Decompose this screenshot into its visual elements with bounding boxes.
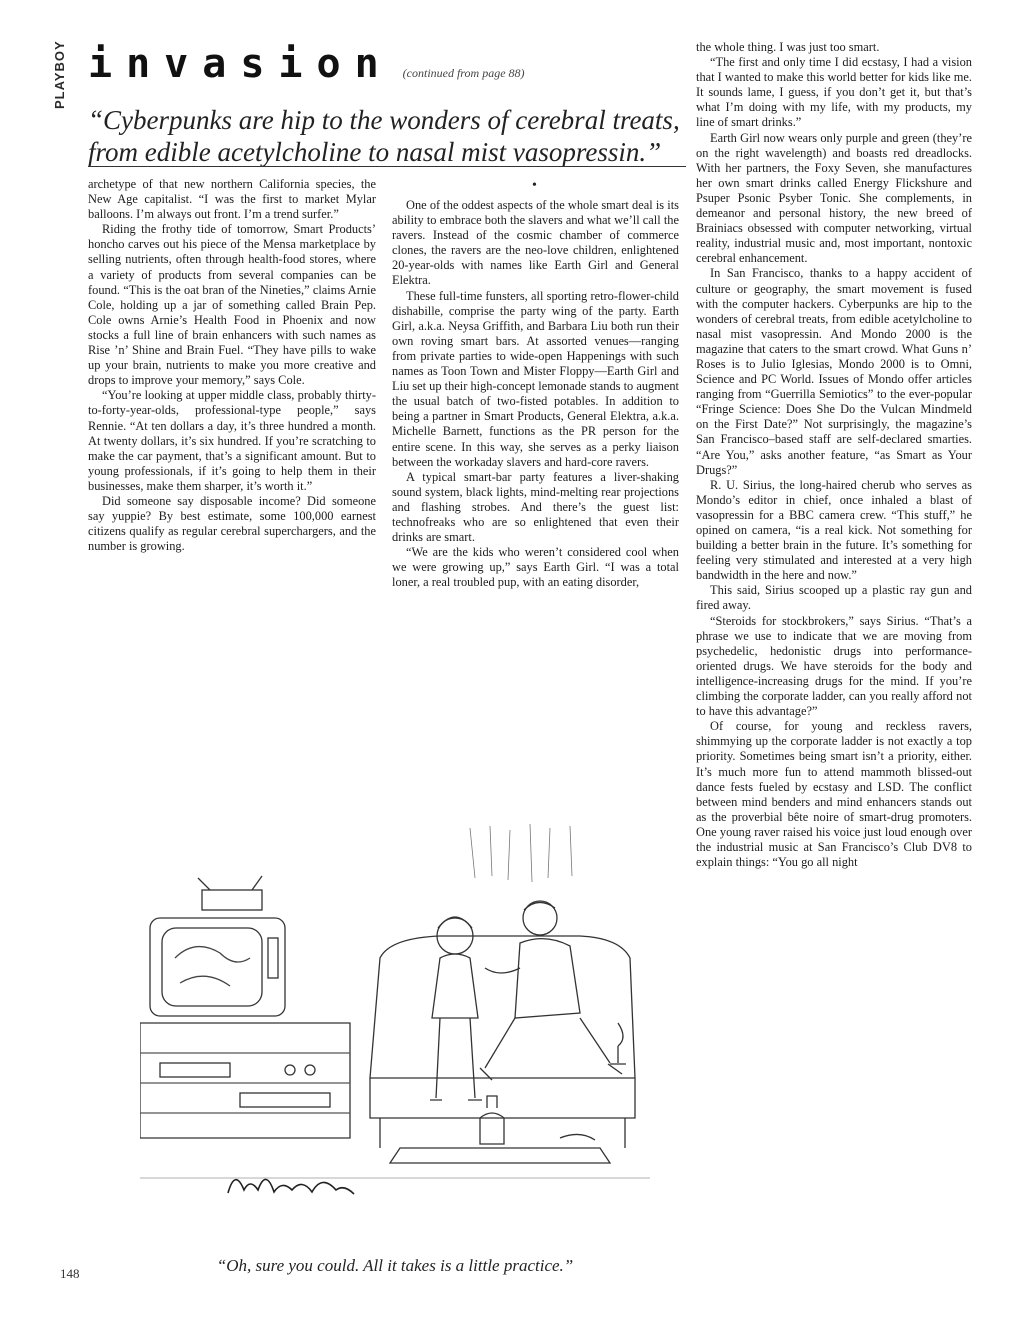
- article-header: [88, 42, 686, 168]
- paragraph: R. U. Sirius, the long-haired cherub who serves as Mondo’s editor in chief, once inhaled a blast of vasopressin for a BBC camera crew. “This stuff,” he opined on camera, “is a real kick. Not something for building a better brain in the future. It’s something for feeling very stimulated and interested at a very high bandwidth in the here and now.”: [696, 477, 972, 583]
- header-rule: [88, 166, 686, 167]
- paragraph: A typical smart-bar party features a liver-shaking sound system, black lights, mind-melting rear projections and flashing strobes. And there’s the guest list: technofreaks who are so enlightened that even their drinks are smart.: [392, 469, 679, 545]
- paragraph: Earth Girl now wears only purple and green (they’re on the right wavelength) and boasts red dreadlocks. With her partners, the Foxy Seven, she manufactures her own smart drinks called Energy Flickshure and Psuper Psonic Psyber Tonic. She complements, in demeanor and personal history, the new breed of Brainiacs obsessed with computer networking, virtual reality, industrial music and, most important, nontoxic cerebral enhancement.: [696, 130, 972, 266]
- cartoon-illustration: [140, 818, 650, 1216]
- page-number: 148: [60, 1266, 80, 1281]
- paragraph: “The first and only time I did ecstasy, I had a vision that I wanted to make this world better for kids like me. It sounds lame, I guess, if you don’t get it, but that’s what I’m doing with my life, with my products, my line of smart drinks.”: [696, 55, 972, 130]
- text-column-1: [88, 177, 376, 554]
- continued-note: (continued from page 88): [402, 66, 525, 80]
- paragraph: This said, Sirius scooped up a plastic ray gun and fired away.: [696, 583, 972, 613]
- text-column-2: [392, 198, 679, 590]
- paragraph: “You’re looking at upper middle class, probably thirty-to-forty-year-olds, professional-type people,” says Rennie. “At ten dollars a day, it’s three hundred a month. At twenty dollars, it’s six hundred. If you’re scratching to make the car payment, that’s a significant amount. But to young professionals, if it’s going to help them in their businesses, make them sharper, it’s worth it.”: [88, 388, 376, 493]
- paragraph: These full-time funsters, all sporting retro-flower-child dishabille, comprise the party wing of the party. Earth Girl, a.k.a. Neysa Griffith, and Barbara Liu both run their own roving smart bars. At assorted venues—ranging from private parties to wide-open Happenings with such names as Toon Town and Mister Floppy—Earth Girl and Liu set up their high-concept lemonade stands to augment the usual batch of two-fisted potables. In addition to being a partner in Smart Products, General Elektra, a.k.a. Michelle Barnett, functions as the PR person for the entire scene. In this way, she serves as a perky liaison between the workaday slavers and hard-core ravers.: [392, 288, 679, 469]
- paragraph: archetype of that new northern California species, the New Age capitalist. “I was the first to market Mylar balloons. I’m always out front. I’m a trend surfer.”: [88, 177, 376, 222]
- cartoon-signature: Hertzberg: [360, 1208, 366, 1209]
- paragraph: “We are the kids who weren’t considered cool when we were growing up,” says Earth Girl. “I was a total loner, a real troubled pup, with an eating disorder,: [392, 545, 679, 590]
- paragraph: Of course, for young and reckless ravers, shimmying up the corporate ladder is not exactly a top priority. Sometimes being smart isn’t a priority, either. It’s much more fun to attend mammoth blissed-out dance fests fueled by ecstasy and LSD. The conflict between mind benders and mind enhancers stands out as the proverbial bête noire of smart-drug promoters. One young raver raised his voice just loud enough over the industrial music at San Francisco’s Club DV8 to explain things: “You go all night: [696, 719, 972, 870]
- cartoon-caption: “Oh, sure you could. All it takes is a little practice.”: [216, 1256, 574, 1275]
- paragraph: Did someone say disposable income? Did someone say yuppie? By best estimate, some 100,000 earnest citizens qualify as regular cerebral superchargers, and the number is growing.: [88, 493, 376, 554]
- magazine-name: PLAYBOY: [52, 40, 67, 109]
- section-title: invasion: [88, 41, 393, 87]
- paragraph: In San Francisco, thanks to a happy accident of culture or geography, the smart movement is fused with the computer hackers. Cyberpunks are hip to the wonders of cerebral treats, from edible acetylcholine to nasal mist vasopressin. And Mondo 2000 is the magazine that caters to the smart crowd. What Guns n’ Roses is to Julio Iglesias, Mondo 2000 is to Omni, Science and PC World. Issues of Mondo offer articles ranging from “Guerrilla Semiotics” to the ever-popular “Fringe Science: Does She Do the Vulcan Mindmeld on the First Date?” Not surprisingly, the magazine’s San Francisco–based staff are self-declared smarties. “Are You,” asks another feature, “as Smart as Your Drugs?”: [696, 266, 972, 477]
- text-column-3: [696, 40, 972, 870]
- pull-quote: “Cyberpunks are hip to the wonders of cerebral treats, from edible acetylcholine to nasal mist vasopressin.”: [88, 105, 680, 167]
- paragraph: One of the oddest aspects of the whole smart deal is its ability to embrace both the slavers and what we’ll call the ravers. Instead of the cosmic chamber of commerce clones, the ravers are the neo-love children, enlightened 20-year-olds with names like Earth Girl and General Elektra.: [392, 198, 679, 288]
- section-break-bullet: •: [532, 178, 537, 193]
- paragraph: Riding the frothy tide of tomorrow, Smart Products’ honcho carves out his piece of the Mensa marketplace by selling nutrients, often through health-food stores, where a variety of products from several companies can be found. “This is the oat bran of the Nineties,” claims Arnie Cole, holding up a jar of something called Brain Pep. Cole owns Arnie’s Health Food in Phoenix and now stocks a full line of brain enhancers with such names as Rise ’n’ Shine and Brain Fuel. “They have pills to wake up your brain, nutrients to make you more creative and drops to improve your memory,” says Cole.: [88, 222, 376, 388]
- paragraph: “Steroids for stockbrokers,” says Sirius. “That’s a phrase we use to indicate that we are moving from psychedelic, hedonistic drugs into performance-oriented drugs. We have steroids for the body and intelligence-increasing drugs for the mind. If you’re climbing the corporate ladder, can you really afford not to have this advantage?”: [696, 613, 972, 719]
- paragraph: the whole thing. I was just too smart.: [696, 40, 880, 54]
